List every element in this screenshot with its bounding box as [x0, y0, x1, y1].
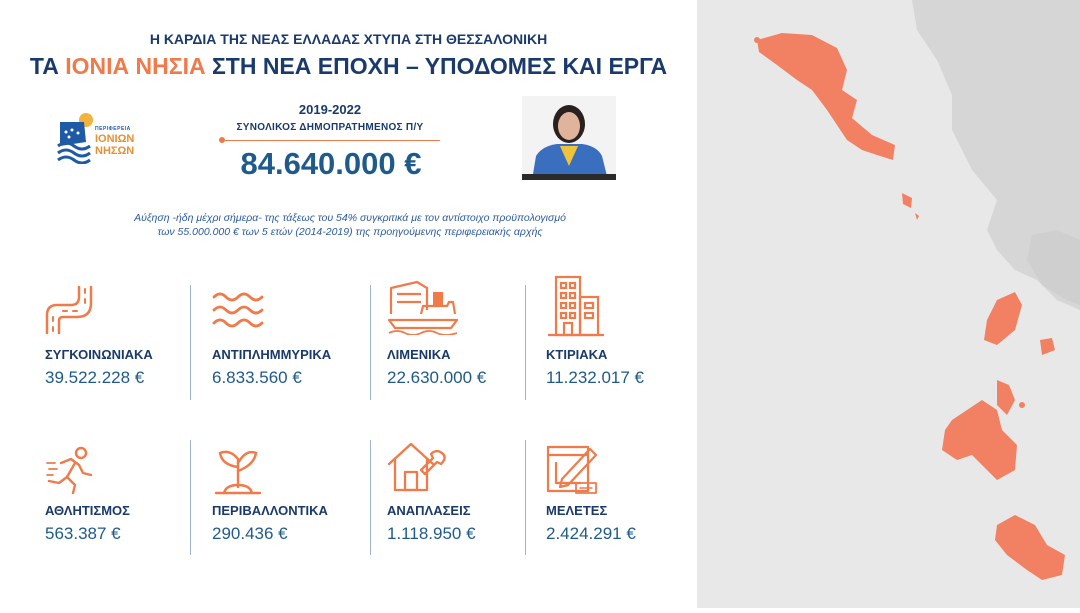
portrait-illustration [522, 96, 616, 180]
category-renovations [387, 440, 476, 543]
house-wrench-icon [387, 440, 447, 495]
category-name: ΑΘΛΗΤΙΣΜΟΣ [45, 503, 130, 518]
waves-icon [212, 285, 264, 335]
column-divider [370, 440, 371, 555]
category-name: ΑΝΤΙΠΛΗΜΜΥΡΙΚΑ [212, 347, 332, 362]
column-divider [190, 285, 191, 400]
category-value: 2.424.291 € [546, 524, 636, 543]
plant-icon [212, 445, 264, 495]
blueprint-icon [546, 443, 598, 495]
column-divider [370, 285, 371, 400]
category-value: 1.118.950 € [387, 524, 476, 543]
category-name: ΛΙΜΕΝΙΚΑ [387, 347, 451, 362]
category-transport [45, 285, 153, 387]
logo-label-small: ΠΕΡΙΦΕΡΕΙΑ [95, 126, 131, 132]
category-name: ΣΥΓΚΟΙΝΩΝΙΑΚΑ [45, 347, 153, 362]
lefkada-island [984, 292, 1022, 345]
category-value: 22.630.000 € [387, 368, 487, 387]
logo-line1: ΙΟΝΙΩΝ [95, 133, 135, 145]
runner-icon [45, 445, 95, 495]
column-divider [525, 440, 526, 555]
region-logo [56, 112, 151, 168]
note-line2: των 55.000.000 € των 5 ετών (2014-2019) της προηγούμενης περιφερειακής αρχής [157, 226, 543, 238]
corfu-island [757, 33, 895, 160]
map-svg [697, 0, 1080, 608]
column-divider [525, 285, 526, 400]
category-value: 11.232.017 € [546, 368, 644, 387]
note-line1: Αύξηση -ήδη μέχρι σήμερα- της τάξεως του 54% συγκριτικά με τον αντίστοιχο προϋπολογισμό [134, 212, 566, 224]
headline-top: Η ΚΑΡΔΙΑ ΤΗΣ ΝΕΑΣ ΕΛΛΑΔΑΣ ΧΤΥΠΑ ΣΤΗ ΘΕΣΣΑΛΟΝΙΚΗ [149, 31, 548, 47]
ionian-islands-map [697, 0, 1080, 608]
budget-divider [222, 140, 440, 141]
category-ports [387, 280, 487, 387]
category-name: ΠΕΡΙΒΑΛΛΟΝΤΙΚΑ [212, 503, 328, 518]
period-label: 2019-2022 [298, 102, 362, 117]
headline-accent: ΙΟΝΙΑ ΝΗΣΙΑ [65, 53, 206, 79]
zakynthos-island [995, 515, 1065, 580]
headline-main [0, 53, 697, 80]
islet-dot [1019, 402, 1025, 408]
category-buildings [546, 275, 644, 387]
category-value: 39.522.228 € [45, 368, 145, 387]
road-icon [45, 285, 95, 335]
column-divider [190, 440, 191, 555]
building-icon [546, 275, 606, 337]
category-environment [212, 445, 328, 543]
category-name: ΑΝΑΠΛΑΣΕΙΣ [387, 503, 471, 518]
category-flood-protection [212, 285, 332, 387]
logo-label [95, 133, 134, 157]
islet-dot [754, 37, 760, 43]
port-icon [387, 280, 459, 335]
comparison-note [80, 211, 620, 239]
category-name: ΜΕΛΕΤΕΣ [546, 503, 608, 518]
antipaxoi-island [915, 213, 919, 220]
paxoi-island [902, 193, 912, 208]
category-value: 563.387 € [45, 524, 121, 543]
logo-line2: ΝΗΣΩΝ [95, 145, 135, 157]
category-studies [546, 443, 636, 543]
ithaca-island [997, 380, 1015, 415]
category-name: ΚΤΙΡΙΑΚΑ [546, 347, 608, 362]
budget-total: 84.640.000 € [240, 146, 422, 181]
category-sports [45, 445, 130, 543]
headline-post: ΣΤΗ ΝΕΑ ΕΠΟΧΗ – ΥΠΟΔΟΜΕΣ ΚΑΙ ΕΡΓΑ [205, 53, 668, 79]
category-value: 290.436 € [212, 524, 288, 543]
logo-emblem-icon [56, 112, 94, 164]
portrait-photo [522, 96, 616, 180]
small-island-1 [1040, 338, 1055, 355]
headline-pre: ΤΑ [29, 53, 66, 79]
budget-label: ΣΥΝΟΛΙΚΟΣ ΔΗΜΟΠΡΑΤΗΜΕΝΟΣ Π/Υ [236, 122, 424, 133]
category-value: 6.833.560 € [212, 368, 302, 387]
